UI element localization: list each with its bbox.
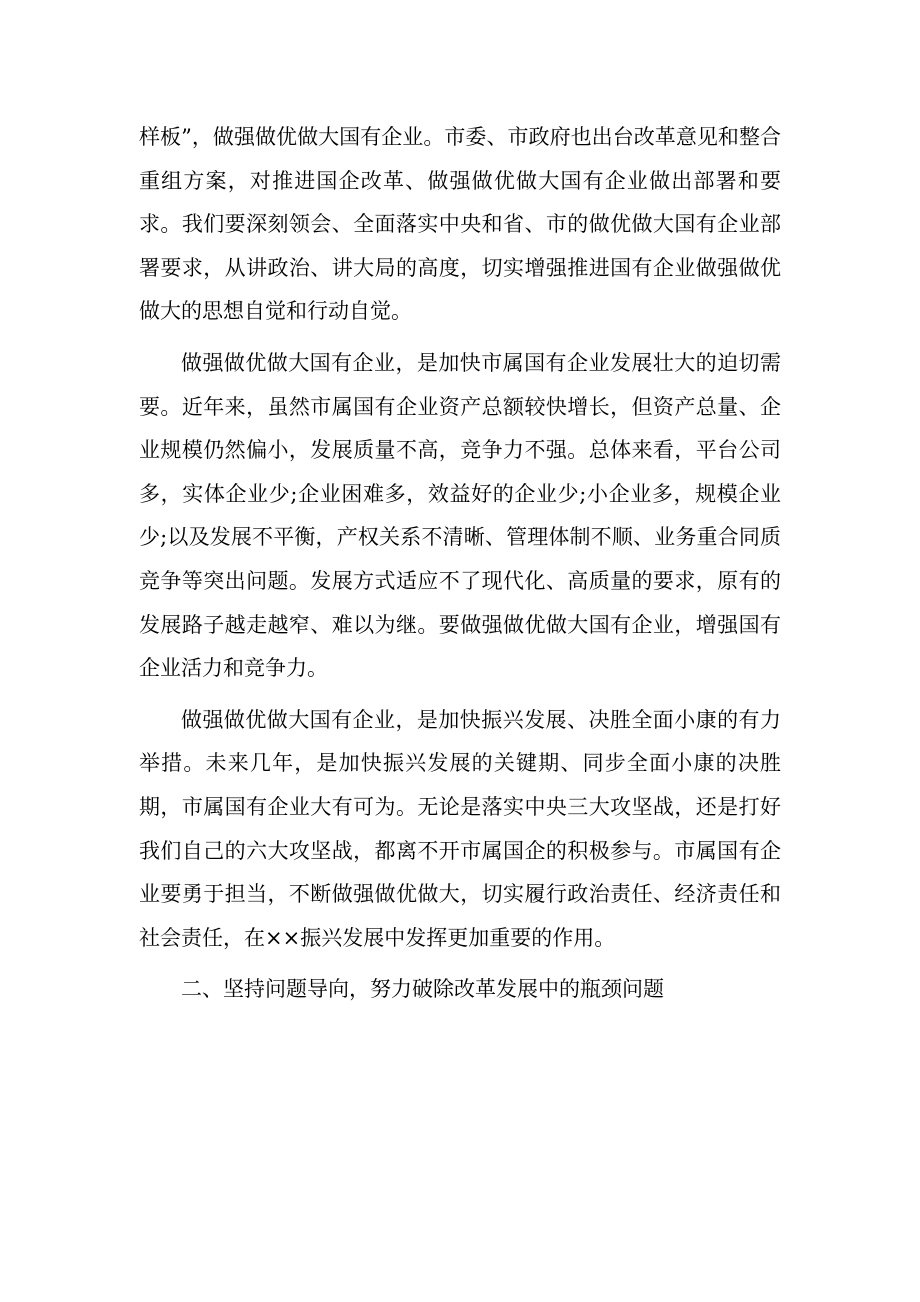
paragraph-continuation: 样板”，做强做优做大国有企业。市委、市政府也出台改革意见和整合重组方案，对推进国企改革、做强做优做大国有企业做出部署和要求。我们要深刻领会、全面落实中央和省、市的做优做大国有企业部署要求，从讲政治、讲大局的高度，切实增强推进国有企业做强做优做大的思想自觉和行动自觉。	[139, 125, 781, 324]
paragraph-enterprise-growth: 做强做优做大国有企业，是加快市属国有企业发展壮大的迫切需要。近年来，虽然市属国有企业资产总额较快增长，但资产总量、企业规模仍然偏小，发展质量不高，竞争力不强。总体来看，平台公司多，实体企业少;企业困难多，效益好的企业少;小企业多，规模企业少;以及发展不平衡，产权关系不清晰、管理体制不顺、业务重合同质竞争等突出问题。发展方式适应不了现代化、高质量的要求，原有的发展路子越走越窄、难以为继。要做强做优做大国有企业，增强国有企业活力和竞争力。	[139, 350, 781, 681]
section-heading: 二、坚持问题导向，努力破除改革发展中的瓶颈问题	[181, 977, 664, 1002]
paragraph-revitalization: 做强做优做大国有企业，是加快振兴发展、决胜全面小康的有力举措。未来几年，是加快振兴发展的关键期、同步全面小康的决胜期，市属国有企业大有可为。无论是落实中央三大攻坚战，还是打好我们自己的六大攻坚战，都离不开市属国企的积极参与。市属国有企业要勇于担当，不断做强做优做大，切实履行政治责任、经济责任和社会责任，在××振兴发展中发挥更加重要的作用。	[139, 707, 781, 950]
document-body	[139, 116, 781, 1020]
